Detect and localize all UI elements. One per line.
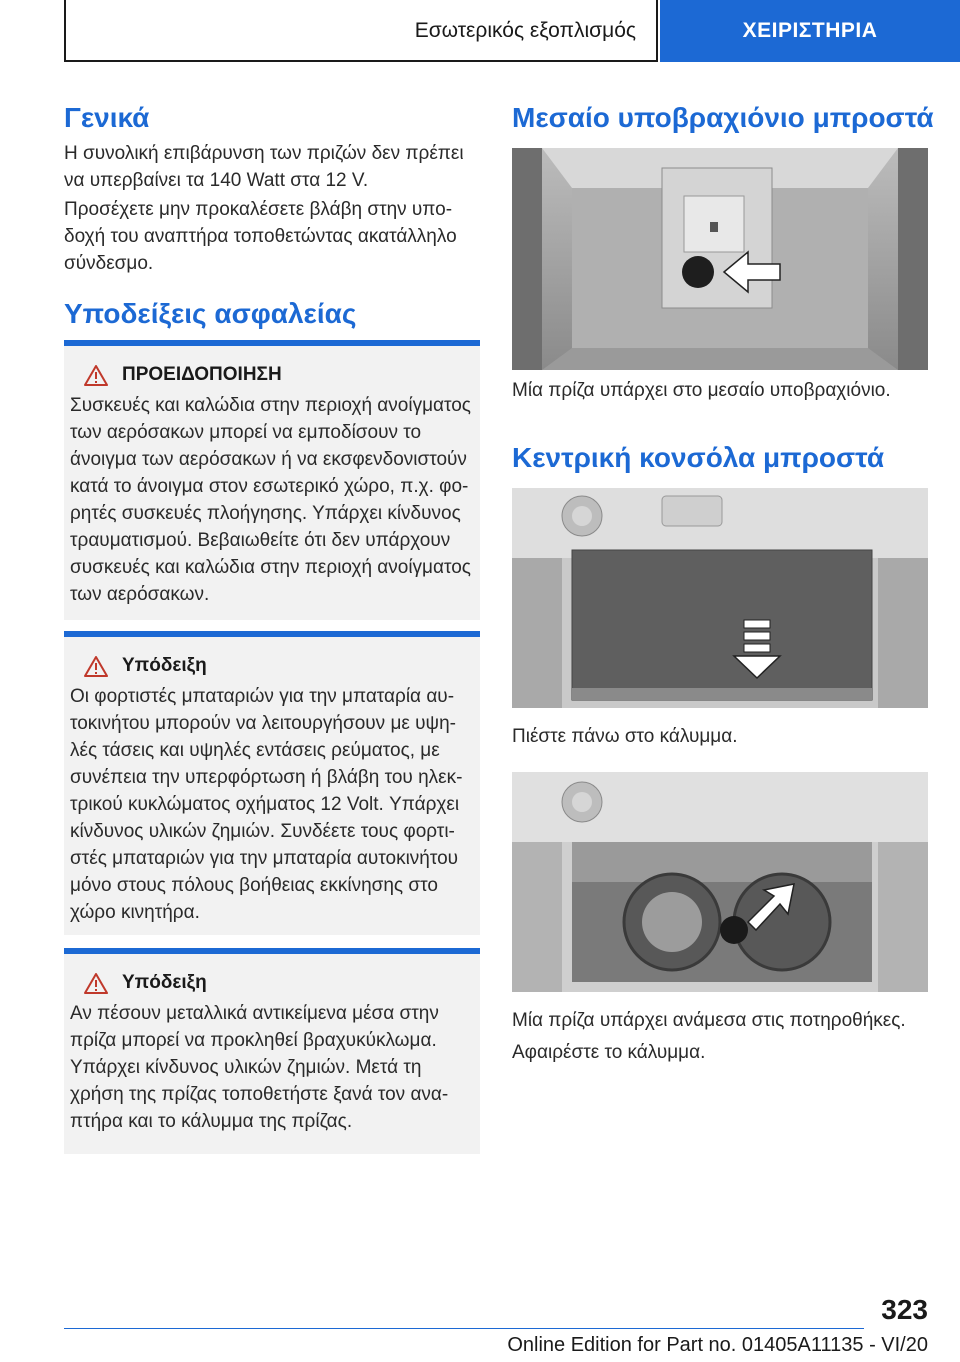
notice-note-2	[64, 948, 480, 1154]
page-number: 323	[881, 1294, 928, 1325]
notice-note-1	[64, 631, 480, 935]
notice-text-2: Αν πέσουν μεταλλικά αντικείμενα μέσα στην πρίζα μπορεί να προκληθεί βραχυκύκλωμα. Υπάρχει κίνδυνος υλικών ζημιών. Μετά τη χρήση της πρίζας τοποθετήστε ξανά τον αναπτήρα και το κάλυμμα της πρίζας.	[70, 1003, 449, 1132]
notice-title-1: Υπόδειξη	[122, 655, 207, 676]
footer-divider	[64, 1328, 864, 1329]
heading-safety: Υποδείξεις ασφαλείας	[64, 298, 357, 329]
footer-edition: Online Edition for Part no. 01405A11135 - VI/20	[507, 1334, 928, 1356]
heading-general: Γενικά	[64, 102, 150, 133]
console-socket-photo	[512, 772, 928, 992]
heading-center-armrest: Μεσαίο υποβραχιόνιο μπροστά	[512, 102, 934, 133]
general-paragraph-2: Προσέχετε μην προκαλέσετε βλάβη στην υποδοχή του αναπτήρα τοποθετώντας ακατάλληλο σύνδεσμο.	[64, 199, 457, 274]
general-paragraph-1: Η συνολική επιβάρυνση των πριζών δεν πρέπει να υπερβαίνει τα 140 Watt στα 12 V.	[64, 143, 464, 191]
warning-title: ΠΡΟΕΙΔΟΠΟΙΗΣΗ	[122, 364, 282, 385]
notice-text-1: Οι φορτιστές μπαταριών για την μπαταρία αυτοκινήτου μπορούν να λειτουργήσουν με υψηλές τάσεις και υψηλές εντάσεις ρεύματος, με συνέπεια την υπερφόρτωση ή βλάβη του ηλεκτρικού κυκλώματος οχήματος 12 Volt. Υπάρχει κίνδυνος υλικών ζημιών. Συνδέετε τους φορτιστές μπαταριών για την μπαταρία αυτοκινήτου μόνο στους πόλους βοήθειας εκκίνησης στο χώρο κινητήρα.	[70, 686, 463, 923]
notice-title-2: Υπόδειξη	[122, 972, 207, 993]
console-cover-photo	[512, 488, 928, 708]
armrest-socket-photo	[512, 148, 928, 370]
header-chapter-tab: ΧΕΙΡΙΣΤΗΡΙΑ	[660, 0, 960, 62]
heading-center-console: Κεντρική κονσόλα μπροστά	[512, 442, 885, 473]
header-section-title: Εσωτερικός εξοπλισμός	[414, 19, 636, 42]
warning-note	[64, 340, 480, 620]
console-caption-socket: Μία πρίζα υπάρχει ανάμεσα στις ποτηροθήκες.	[512, 1010, 906, 1031]
warning-text: Συσκευές και καλώδια στην περιοχή ανοίγματος των αερόσακων μπορεί να εμποδίσουν το άνοιγμα των αερόσακων ή να εκσφενδονιστούν κατά το άνοιγμα στον εσωτερικό χώρο, π.χ. φορητές συσκευές πλοήγησης. Υπάρχει κίνδυνος τραυματισμού. Βεβαιωθείτε ότι δεν υπάρχουν συσκευές και καλώδια στην περιοχή ανοίγματος των αερόσακων.	[70, 395, 471, 605]
console-caption-press: Πιέστε πάνω στο κάλυμμα.	[512, 726, 738, 747]
warning-triangle-icon	[84, 364, 108, 386]
armrest-caption: Μία πρίζα υπάρχει στο μεσαίο υποβραχιόνιο.	[512, 380, 891, 401]
console-caption-remove: Αφαιρέστε το κάλυμμα.	[512, 1042, 706, 1063]
notice-triangle-icon	[84, 972, 108, 994]
notice-triangle-icon	[84, 655, 108, 677]
